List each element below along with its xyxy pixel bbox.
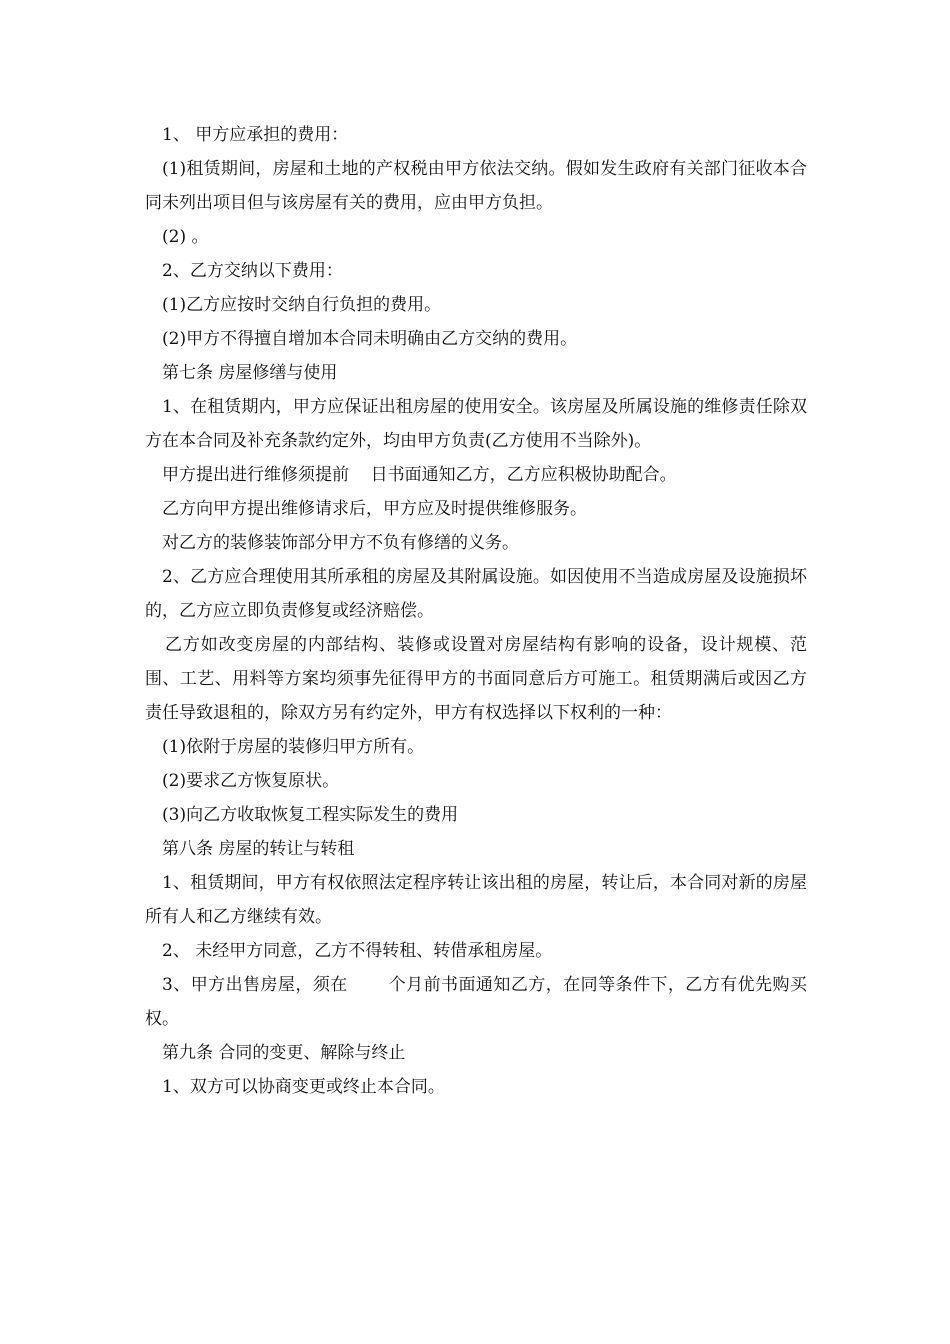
paragraph-20: 3、甲方出售房屋，须在 个月前书面通知乙方，在同等条件下，乙方有优先购买权。 (145, 975, 807, 1029)
paragraph-8: 1、在租赁期内，甲方应保证出租房屋的使用安全。该房屋及所属设施的维修责任除双方在本合同及补充条款约定外，均由甲方负责(乙方使用不当除外)。 (145, 397, 807, 451)
paragraph-9: 甲方提出进行维修须提前 日书面通知乙方，乙方应积极协助配合。 (162, 465, 677, 485)
paragraph-18: 1、租赁期间，甲方有权依照法定程序转让该出租的房屋，转让后，本合同对新的房屋所有人和乙方继续有效。 (145, 873, 807, 927)
paragraph-15: (2)要求乙方恢复原状。 (162, 771, 340, 791)
paragraph-11: 对乙方的装修装饰部分甲方不负有修缮的义务。 (162, 533, 519, 553)
paragraph-12: 2、乙方应合理使用其所承租的房屋及其附属设施。如因使用不当造成房屋及设施损坏的，乙方应立即负责修复或经济赔偿。 (145, 567, 807, 621)
paragraph-13: 乙方如改变房屋的内部结构、装修或设置对房屋结构有影响的设备，设计规模、范围、工艺、用料等方案均须事先征得甲方的书面同意后方可施工。租赁期满后或因乙方责任导致退租的，除双方另有约定外，甲方有权选择以下权利的一种： (145, 635, 807, 723)
paragraph-16: (3)向乙方收取恢复工程实际发生的费用 (162, 805, 459, 825)
paragraph-6: (2)甲方不得擅自增加本合同未明确由乙方交纳的费用。 (162, 329, 578, 349)
paragraph-19: 2、 未经甲方同意，乙方不得转租、转借承租房屋。 (162, 941, 553, 961)
document-page (145, 118, 807, 1104)
section-heading-9: 第九条 合同的变更、解除与终止 (162, 1043, 406, 1063)
paragraph-4: 2、乙方交纳以下费用： (162, 261, 343, 281)
section-heading-7: 第七条 房屋修缮与使用 (162, 363, 338, 383)
paragraph-5: (1)乙方应按时交纳自行负担的费用。 (162, 295, 442, 315)
paragraph-1: 1、 甲方应承担的费用： (162, 125, 349, 145)
section-heading-8: 第八条 房屋的转让与转租 (162, 839, 355, 859)
paragraph-2: (1)租赁期间，房屋和土地的产权税由甲方依法交纳。假如发生政府有关部门征收本合同未列出项目但与该房屋有关的费用，应由甲方负担。 (145, 159, 807, 213)
paragraph-14: (1)依附于房屋的装修归甲方所有。 (162, 737, 425, 757)
paragraph-22: 1、双方可以协商变更或终止本合同。 (162, 1077, 445, 1097)
paragraph-3: (2) 。 (162, 227, 209, 247)
paragraph-10: 乙方向甲方提出维修请求后，甲方应及时提供维修服务。 (162, 499, 587, 519)
